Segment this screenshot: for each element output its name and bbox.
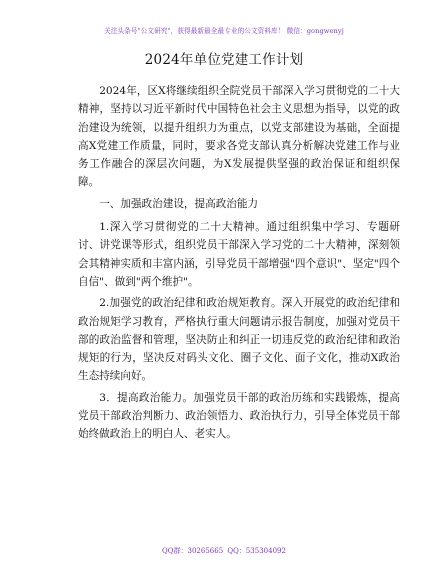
item-paragraph-2: 2.加强党的政治纪律和政治规矩教育。深入开展党的政治纪律和政治规矩学习教育，严格执行重大问题请示报告制度，加强对党员干部的政治监督和管理，坚决防止和纠正一切违反党的政治纪律和政治规矩的行为，坚决反对码头文化、圈子文化、面子文化，推动X政治生态持续向好。 xyxy=(78,297,400,383)
item-paragraph-1: 1.深入学习贯彻党的二十大精神。通过组织集中学习、专题研讨、讲党课等形式，组织党员干部深入学习党的二十大精神，深刻领会其精神实质和丰富内涵，引导党员干部增强"四个意识"、坚定"四个自信"、做到"两个维护"。 xyxy=(78,221,400,288)
document-title: 2024年单位党建工作计划 xyxy=(144,52,304,68)
section-heading: 一、加强政治建设，提高政治能力 xyxy=(99,197,259,210)
footer-contact: QQ群：30265665 QQ：535304092 xyxy=(162,547,286,555)
item-paragraph-3: 3．提高政治能力。加强党员干部的政治历练和实践锻炼，提高党员干部政治判断力、政治领悟力、政治执行力，引导全体党员干部始终做政治上的明白人、老实人。 xyxy=(78,391,400,441)
intro-paragraph: 2024年，区X将继续组织全院党员干部深入学习贯彻党的二十大精神，坚持以习近平新时代中国特色社会主义思想为指导，以党的政治建设为统领，以提升组织力为重点，以党支部建设为基础，全面提高X党建工作质量，同时，要求各党支部认真分析解决党建工作与业务工作融合的深层次问题，为X发展提供坚强的政治保证和组织保障。 xyxy=(78,85,400,189)
document-body xyxy=(78,82,400,447)
promo-banner: 关注头条号"公文研究"，获得最新最全最专业的公文资料库！ 微信：gongwenyj xyxy=(104,27,344,35)
